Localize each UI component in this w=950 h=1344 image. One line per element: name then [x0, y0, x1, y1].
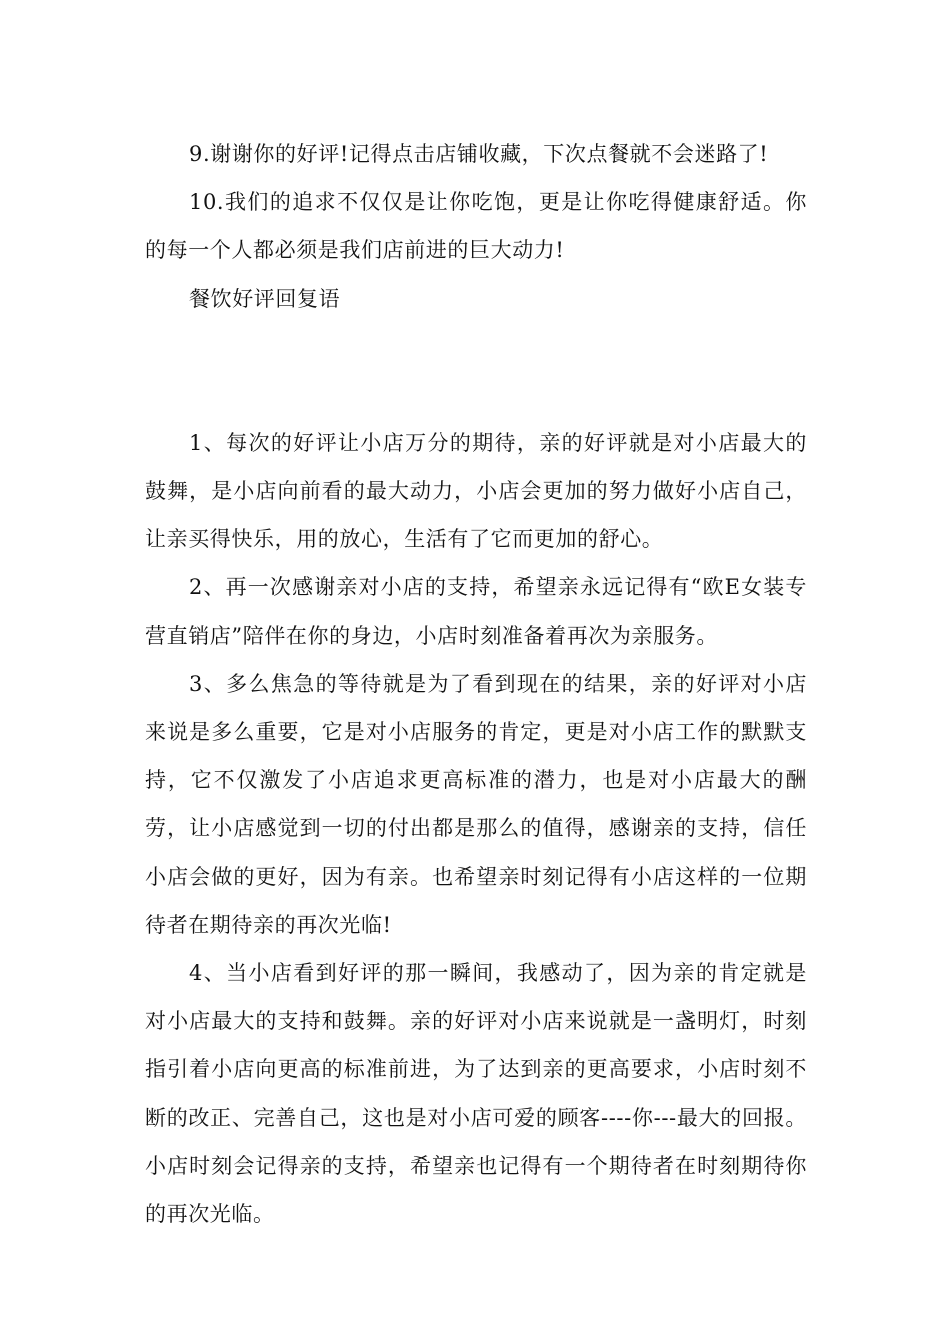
paragraph-reply-1: 1、每次的好评让小店万分的期待，亲的好评就是对小店最大的鼓舞，是小店向前看的最大动力，小店会更加的努力做好小店自己，让亲买得快乐，用的放心，生活有了它而更加的舒心。 — [145, 430, 807, 552]
paragraph-item-9: 9.谢谢你的好评!记得点击店铺收藏，下次点餐就不会迷路了! — [189, 142, 769, 166]
paragraph-reply-4: 4、当小店看到好评的那一瞬间，我感动了，因为亲的肯定就是对小店最大的支持和鼓舞。亲的好评对小店来说就是一盏明灯，时刻指引着小店向更高的标准前进，为了达到亲的更高要求，小店时刻不断的改正、完善自己，这也是对小店可爱的顾客----你---最大的回报。小店时刻会记得亲的支持，希望亲也记得有一个期待者在时刻期待你的再次光临。 — [145, 961, 807, 1227]
paragraph-reply-3: 3、多么焦急的等待就是为了看到现在的结果，亲的好评对小店来说是多么重要，它是对小店服务的肯定，更是对小店工作的默默支持，它不仅激发了小店追求更高标准的潜力，也是对小店最大的酬劳，让小店感觉到一切的付出都是那么的值得，感谢亲的支持，信任小店会做的更好，因为有亲。也希望亲时刻记得有小店这样的一位期待者在期待亲的再次光临! — [145, 671, 807, 937]
paragraph-item-10: 10.我们的追求不仅仅是让你吃饱，更是让你吃得健康舒适。你的每一个人都必须是我们店前进的巨大动力! — [145, 190, 807, 263]
document-body — [145, 130, 807, 1238]
section-heading: 餐饮好评回复语 — [189, 286, 341, 311]
paragraph-reply-2: 2、再一次感谢亲对小店的支持，希望亲永远记得有“欧E女装专营直销店”陪伴在你的身边，小店时刻准备着再次为亲服务。 — [145, 575, 807, 648]
blank-gap — [145, 323, 807, 419]
